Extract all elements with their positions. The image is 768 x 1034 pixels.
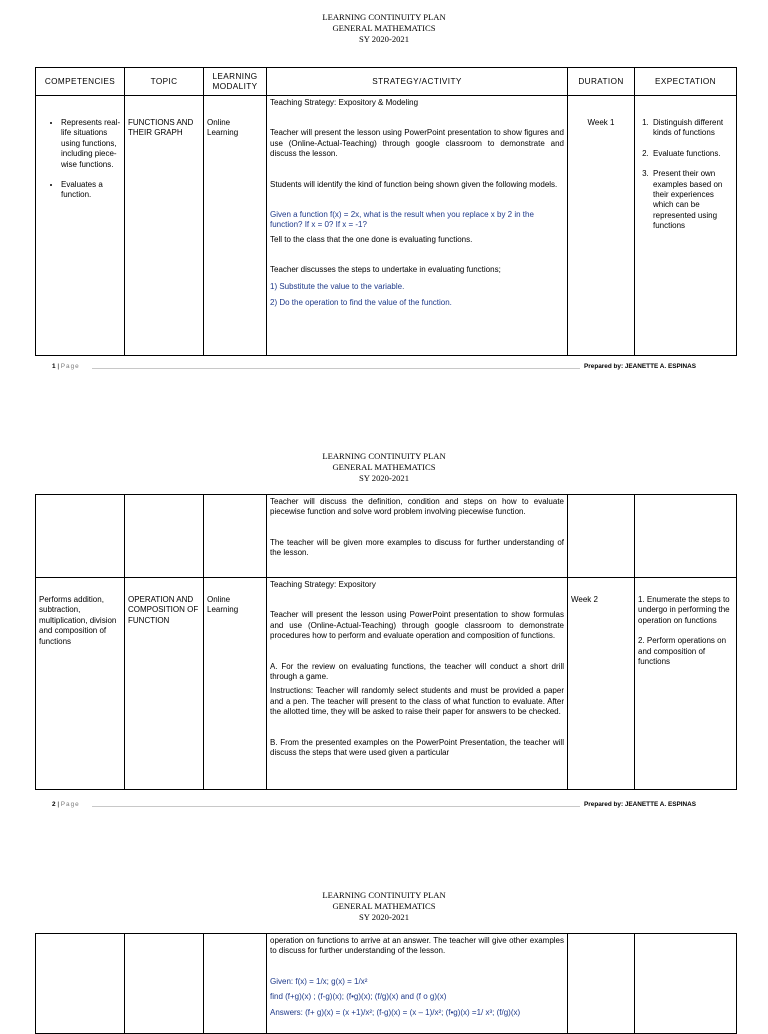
strategy-cell bbox=[267, 578, 568, 790]
duration-cell bbox=[568, 96, 635, 356]
header-subject: GENERAL MATHEMATICS bbox=[332, 23, 436, 33]
competency-list bbox=[39, 118, 121, 201]
duration-cell bbox=[568, 578, 635, 790]
strategy-cell bbox=[267, 96, 568, 356]
strategy-paragraph: Teacher will present the lesson using PowerPoint presentation to show figures and use (Online-Actual-Teaching) through google classroom to demonstrate and discuss the lesson. bbox=[270, 128, 564, 159]
page-number: 2 | Page bbox=[52, 801, 80, 808]
header-title: LEARNING CONTINUITY PLAN bbox=[322, 12, 446, 22]
topic-text: OPERATION AND COMPOSITION OF FUNCTION bbox=[128, 595, 199, 625]
expectation-item: 1. Enumerate the steps to undergo in performing the operation on functions bbox=[638, 595, 730, 625]
topic-cell bbox=[125, 96, 204, 356]
strategy-title: Teaching Strategy: Expository bbox=[270, 580, 376, 589]
expectation-cell bbox=[635, 96, 737, 356]
modality-text: Online Learning bbox=[207, 595, 239, 615]
given-functions: Given: f(x) = 1/x; g(x) = 1/x² bbox=[270, 976, 368, 986]
prepared-by: Prepared by: JEANETTE A. ESPINAS bbox=[580, 801, 696, 808]
page1-header bbox=[0, 12, 768, 45]
competencies-cell bbox=[36, 578, 125, 790]
find-operations: find (f+g)(x) ; (f-g)(x); (f•g)(x); (f/g)(x) and (f o g)(x) bbox=[270, 992, 447, 1002]
header-school-year: SY 2020-2021 bbox=[358, 473, 410, 483]
competencies-cell bbox=[36, 96, 125, 356]
page2-header bbox=[0, 451, 768, 484]
page1-footer bbox=[52, 363, 714, 373]
table-row bbox=[36, 495, 737, 578]
header-subject: GENERAL MATHEMATICS bbox=[332, 462, 436, 472]
duration-text: Week 2 bbox=[571, 595, 598, 604]
modality-cell bbox=[204, 96, 267, 356]
page1-plan-table bbox=[35, 67, 737, 356]
strategy-instructions: Instructions: Teacher will randomly select students and must be provided a paper and a pen. The teacher will present to the class of what function to evaluate. After the allotted time, they will be asked to raise their paper for answers to be checked. bbox=[270, 686, 564, 717]
strategy-paragraph: Students will identify the kind of function being shown given the following models. bbox=[270, 179, 558, 189]
strategy-cell bbox=[267, 495, 568, 578]
table-row bbox=[36, 96, 737, 356]
header-subject: GENERAL MATHEMATICS bbox=[332, 901, 436, 911]
topic-text: FUNCTIONS AND THEIR GRAPH bbox=[128, 118, 194, 138]
expectation-cell bbox=[635, 578, 737, 790]
strategy-paragraph: Teacher discusses the steps to undertake in evaluating functions; bbox=[270, 265, 501, 275]
col-competencies: COMPETENCIES bbox=[36, 68, 125, 96]
strategy-step: 1) Substitute the value to the variable. bbox=[270, 281, 405, 291]
table-header-row bbox=[36, 68, 737, 96]
strategy-paragraph: Tell to the class that the one done is evaluating functions. bbox=[270, 234, 473, 244]
header-title: LEARNING CONTINUITY PLAN bbox=[322, 451, 446, 461]
strategy-paragraph: operation on functions to arrive at an answer. The teacher will give other examples to discuss for further understanding of the lesson. bbox=[270, 936, 564, 956]
header-title: LEARNING CONTINUITY PLAN bbox=[322, 890, 446, 900]
prepared-by: Prepared by: JEANETTE A. ESPINAS bbox=[580, 363, 696, 370]
col-expectation: EXPECTATION bbox=[635, 68, 737, 96]
table-row bbox=[36, 578, 737, 790]
expectation-list bbox=[638, 118, 733, 232]
strategy-paragraph: A. For the review on evaluating functions, the teacher will conduct a short drill through a game. bbox=[270, 661, 564, 682]
modality-cell bbox=[204, 578, 267, 790]
expectation-item: 1. Distinguish different kinds of functions bbox=[651, 118, 733, 139]
strategy-example: Given a function f(x) = 2x, what is the result when you replace x by 2 in the function? If x = 0? If x = -1? bbox=[270, 210, 534, 230]
page2-footer bbox=[52, 801, 714, 811]
competency-item: • Represents real-life situations using functions, including piece-wise functions. bbox=[61, 118, 121, 170]
header-school-year: SY 2020-2021 bbox=[358, 34, 410, 44]
col-topic: TOPIC bbox=[125, 68, 204, 96]
col-strategy: STRATEGY/ACTIVITY bbox=[267, 68, 568, 96]
page3-header bbox=[0, 890, 768, 923]
expectation-item: 2. Perform operations on and composition of functions bbox=[638, 636, 727, 667]
page2-plan-table bbox=[35, 494, 737, 790]
duration-text: Week 1 bbox=[587, 118, 615, 127]
expectation-item: 3. Present their own examples based on their experiences which can be represented using functions bbox=[651, 169, 733, 231]
topic-cell bbox=[125, 578, 204, 790]
page3-plan-table bbox=[35, 933, 737, 1034]
strategy-cell bbox=[267, 934, 568, 1034]
page-number: 1 | Page bbox=[52, 363, 80, 370]
strategy-paragraph: B. From the presented examples on the PowerPoint Presentation, the teacher will discuss the steps that were used given a particular bbox=[270, 737, 564, 758]
expectation-item: 2. Evaluate functions. bbox=[651, 149, 733, 159]
competency-item: • Evaluates a function. bbox=[61, 180, 121, 201]
strategy-paragraph: Teacher will present the lesson using PowerPoint presentation to show formulas and use (Online-Actual-Teaching) through google classroom to demonstrate procedures how to perform and evaluate operation and composition of functions. bbox=[270, 610, 564, 641]
strategy-paragraph: The teacher will be given more examples to discuss for further understanding of the lesson. bbox=[270, 537, 564, 558]
strategy-title: Teaching Strategy: Expository & Modeling bbox=[270, 98, 419, 107]
col-learning-modality: LEARNING MODALITY bbox=[204, 68, 267, 96]
strategy-step: 2) Do the operation to find the value of the function. bbox=[270, 298, 452, 308]
header-school-year: SY 2020-2021 bbox=[358, 912, 410, 922]
col-duration: DURATION bbox=[568, 68, 635, 96]
table-row bbox=[36, 934, 737, 1034]
answers-text: Answers: (f+ g)(x) = (x +1)/x²; (f-g)(x) = (x – 1)/x²; (f•g)(x) =1/ x³; (f/g)(x) bbox=[270, 1007, 521, 1017]
modality-text: Online Learning bbox=[207, 118, 239, 138]
competency-text: Performs addition, subtraction, multiplication, division and composition of functions bbox=[39, 595, 117, 646]
strategy-paragraph: Teacher will discuss the definition, condition and steps on how to evaluate piecewise function and solve word problem involving piecewise function. bbox=[270, 497, 564, 517]
